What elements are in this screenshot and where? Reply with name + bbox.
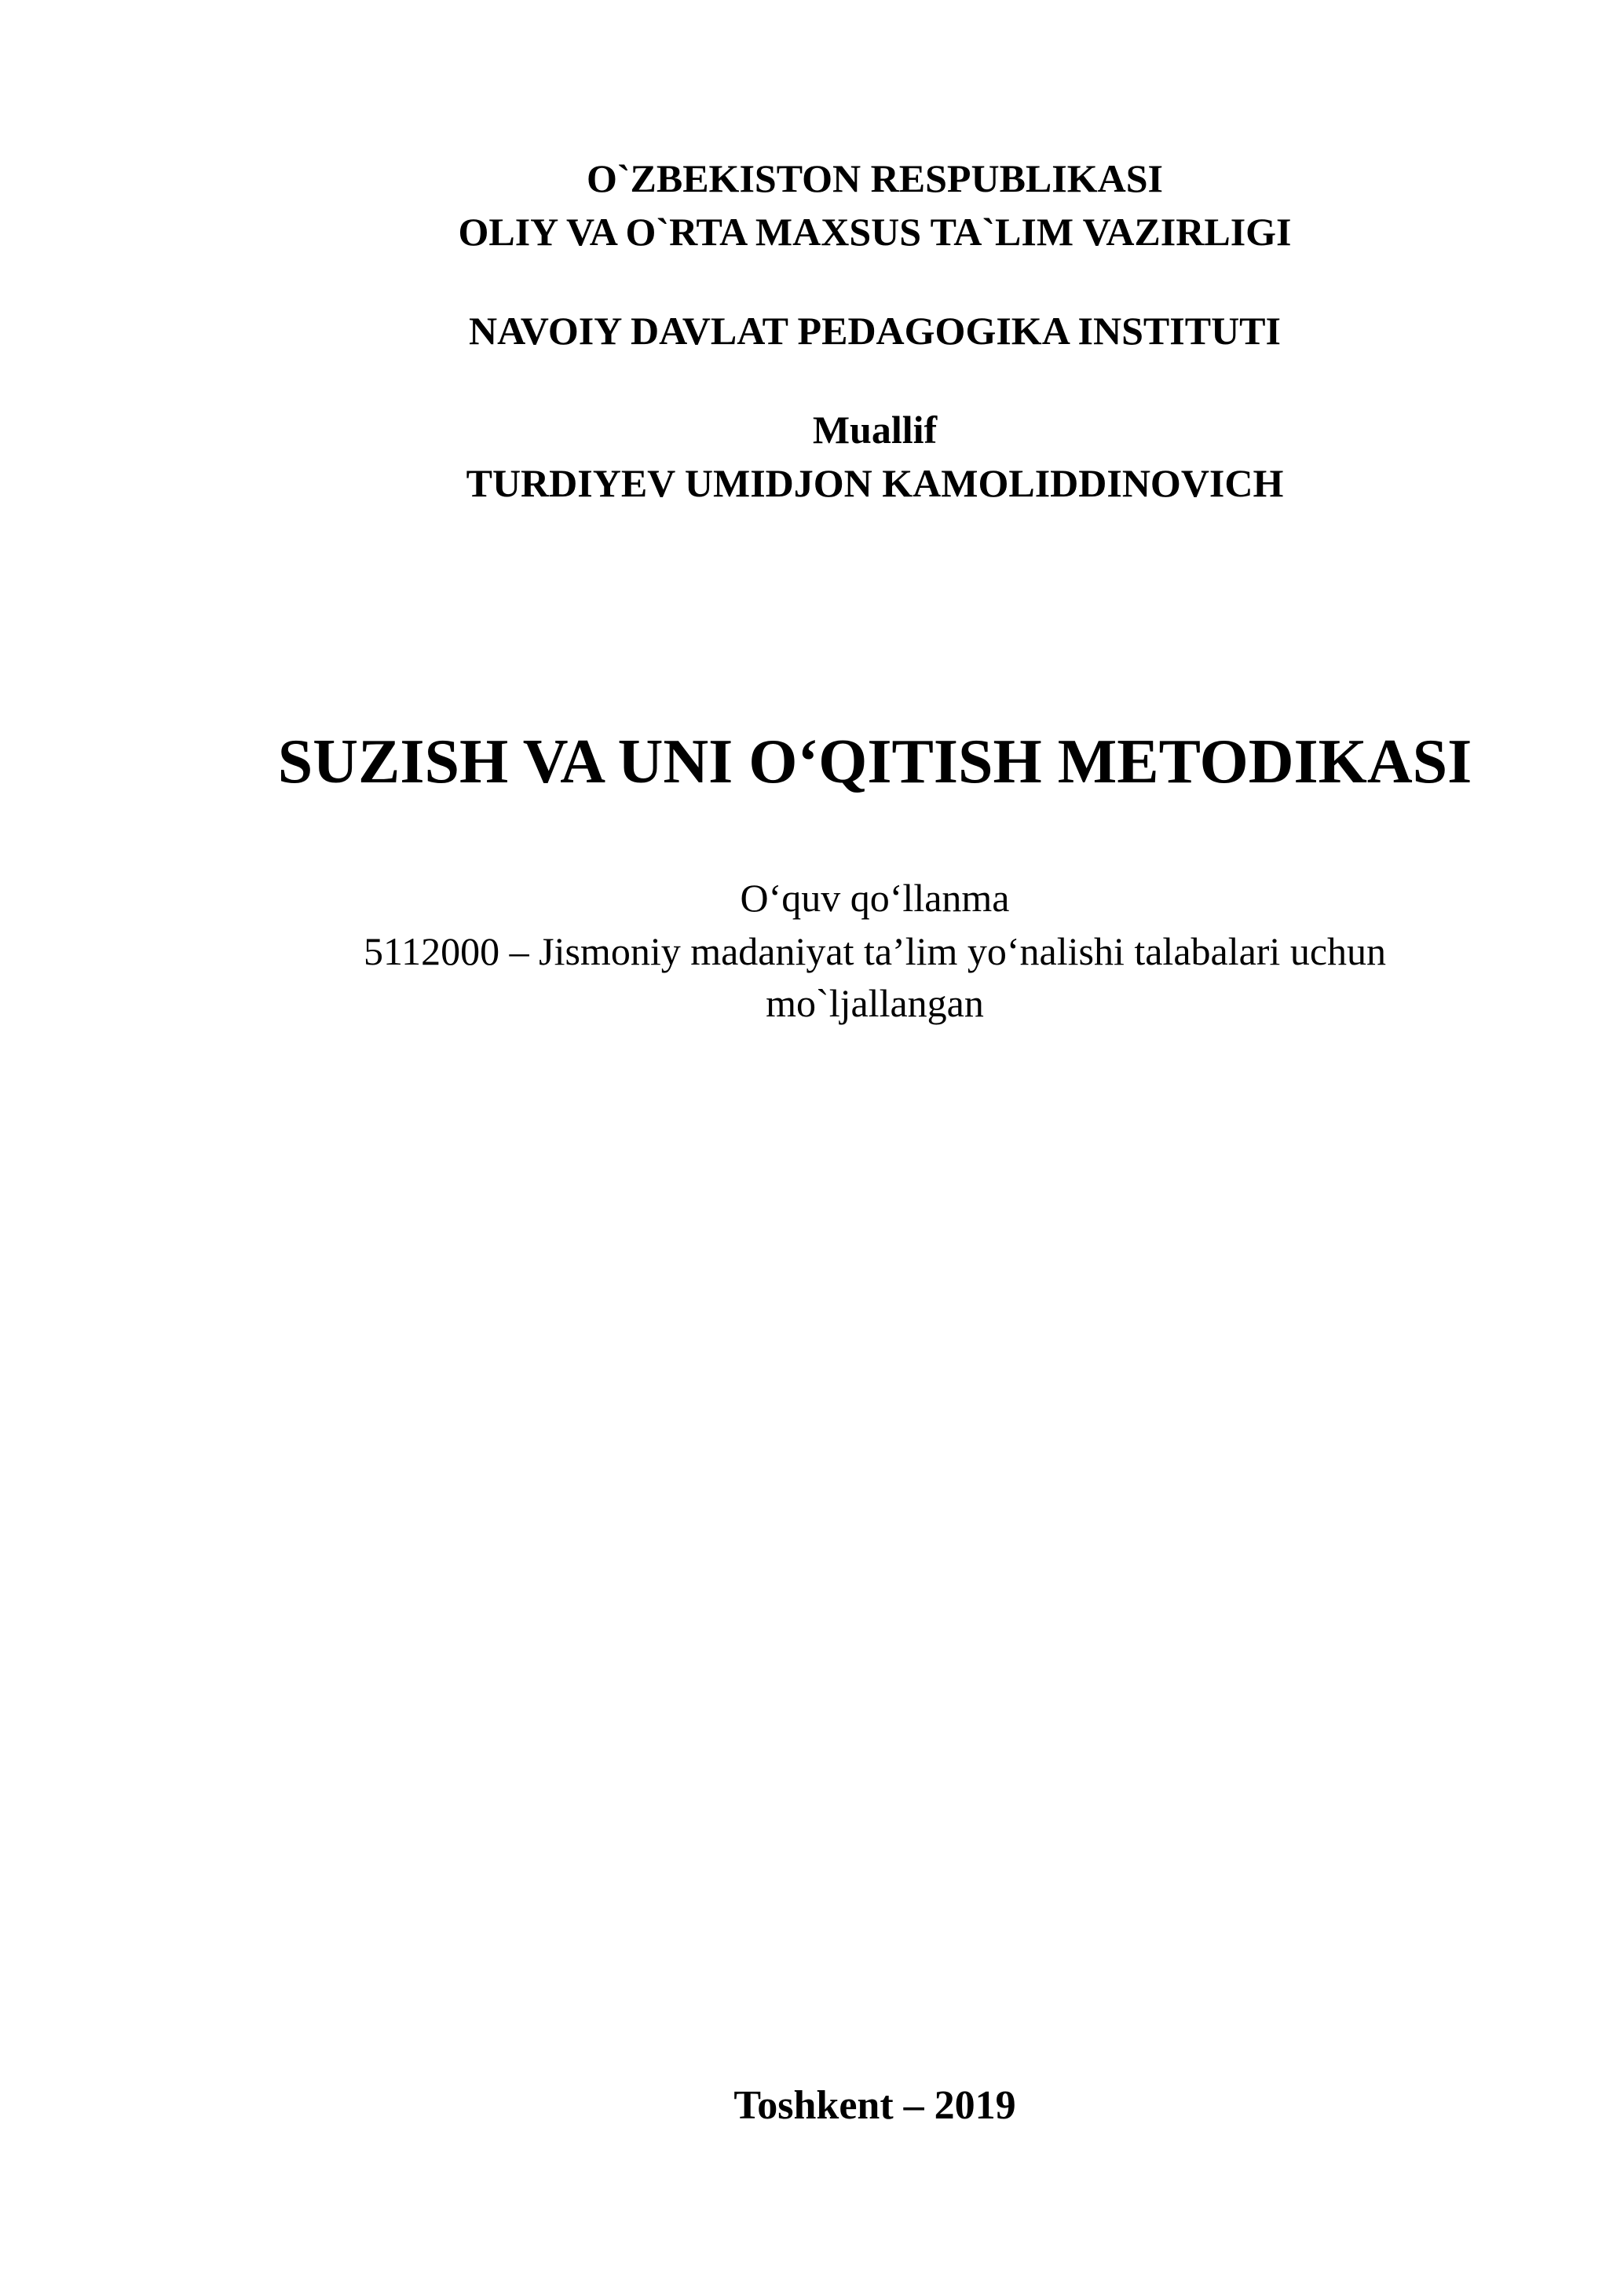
subtitle-line-3: mo`ljallangan [766,981,984,1025]
ministry-line-2: OLIY VA O`RTA MAXSUS TA`LIM VAZIRLIGI [458,210,1292,254]
subtitle-line-1: O‘quv qo‘llanma [740,876,1010,920]
subtitle-line-2: 5112000 – Jismoniy madaniyat ta’lim yo‘nalishi talabalari uchun [363,929,1387,973]
book-title: SUZISH VA UNI O‘QITISH METODIKASI [277,727,1472,796]
place-year: Toshkent – 2019 [733,2083,1016,2128]
institute-name: NAVOIY DAVLAT PEDAGOGIKA INSTITUTI [469,309,1281,353]
ministry-line-1: O`ZBEKISTON RESPUBLIKASI [586,156,1164,200]
author-name: TURDIYEV UMIDJON KAMOLIDDINOVICH [466,461,1284,505]
author-label: Muallif [812,408,938,452]
